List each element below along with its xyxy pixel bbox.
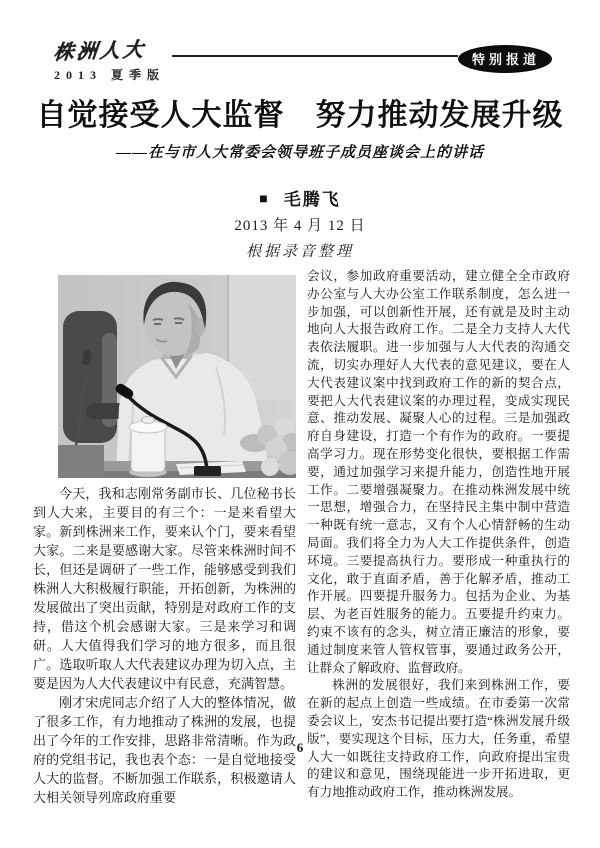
paragraph: 今天，我和志刚常务副市长、几位秘书长到人大来，主要目的有三个：一是来看望大家。新到株洲来工作，要来认个门，要来看望大家。二来是要感谢大家。尽管来株洲时间不长，但还是调研了一些工作，能够感受到我们株洲人大积极履行职能，开拓创新，为株洲的发展做出了突出贡献，特别是对政府工作的支持，借这个机会感谢大家。三是来学习和调研。人大值得我们学习的地方很多，而且很广。选取听取人大代表建议办理为切入点，主要是因为人大代表建议中有民意，充满智慧。 bbox=[33, 486, 296, 691]
tea-cup bbox=[129, 417, 167, 478]
paragraph: 刚才宋虎同志介绍了人大的整体情况，做了很多工作，有力地推动了株洲的发展，也提出了今年的工作安排，思路非常清晰。作为政府的党组书记，我也表个态：一是自觉地接受人大的监督。不断加强工作联系，积极邀请人大相关领导列席政府重要 bbox=[33, 695, 296, 805]
source-note: 根据录音整理 bbox=[245, 244, 354, 260]
byline bbox=[0, 185, 600, 210]
paragraph: 会议，参加政府重要活动，建立健全全市政府办公室与人大办公室工作联系制度，怎么进一步加强，可以创新性开展，还有就是及时主动地向人大报告政府工作。二是全力支持人大代表依法履职。进一步加强与人大代表的沟通交流，切实办理好人大代表的意见建议，要在人大代表建议案中找到政府工作的新的契合点，要把人大代表建议案的办理过程，变成实现民意、推动发展、凝聚人心的过程。三是加强政府自身建设，打造一个有作为的政府。一要提高学习力。现在形势变化很快，要根据工作需要，通过加强学习来提升能力，创造性地开展工作。二要增强凝聚力。在推动株洲发展中统一思想，增强合力，在坚持民主集中制中营造一种既有统一意志，又有个人心情舒畅的生动局面。我们将全力为人大工作提供条件，创造环境。三要提高执行力。要形成一种重执行的文化，敢于直面矛盾，善于化解矛盾，推动工作开展。四要提升服务力。包括为企业、为基层、为老百姓服务的能力。五要提升约束力。约束不该有的念头，树立清正廉洁的形象，要通过制度来管人管权管事，要通过政务公开，让群众了解政府、监督政府。 bbox=[307, 269, 570, 675]
article-body bbox=[33, 268, 570, 807]
masthead-logo bbox=[54, 34, 172, 83]
author-marker-icon: ■ bbox=[259, 190, 268, 206]
article-title: 自觉接受人大监督 努力推动发展升级 bbox=[36, 99, 564, 132]
masthead-edition: 2013 夏季版 bbox=[54, 68, 166, 82]
speaker-photo-graphic bbox=[58, 275, 296, 478]
header-rule bbox=[172, 55, 458, 57]
author-name: 毛腾飞 bbox=[283, 190, 341, 209]
page-number: 6 bbox=[296, 740, 304, 755]
article-subtitle: ——在与市人大常委会领导班子成员座谈会上的讲话 bbox=[115, 145, 484, 161]
speaker-photo bbox=[58, 275, 296, 478]
article-date: 2013 年 4 月 12 日 bbox=[234, 218, 366, 234]
paragraph: 株洲的发展很好，我们来到株洲工作，要在新的起点上创造一些成绩。在市委第一次常委会议上，安杰书记提出要打造“株洲发展升级版”，要实现这个目标，压力大，任务重，希望人大一如既往支持政府工作，向政府提出宝贵的建议和意见，围绕现能进一步开拓进取，更有力地推动政府工作，推动株洲发展。 bbox=[307, 678, 570, 800]
special-report-badge: 特别报道 bbox=[458, 45, 552, 73]
masthead-logo-text: 株洲人大 bbox=[52, 38, 148, 65]
body-right-column bbox=[307, 268, 570, 807]
page-header bbox=[54, 34, 552, 83]
body-left-column bbox=[33, 268, 296, 807]
